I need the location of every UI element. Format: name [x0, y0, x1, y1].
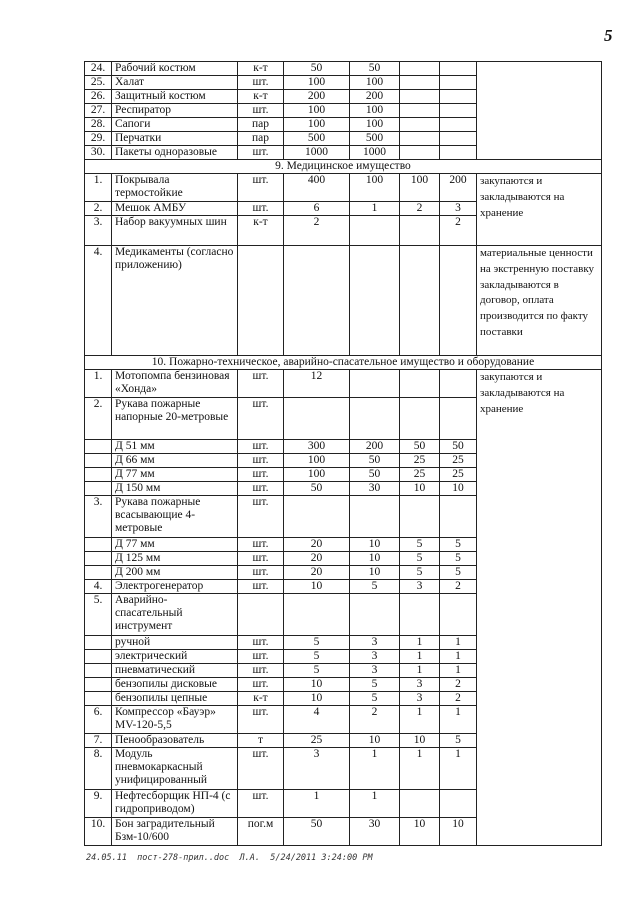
item-qty-q1: 50 [284, 818, 350, 846]
item-qty-q3 [400, 104, 440, 118]
item-qty-q1: 500 [284, 132, 350, 146]
item-number [85, 664, 112, 678]
item-qty-q3: 5 [400, 538, 440, 552]
item-number: 26. [85, 90, 112, 104]
item-number: 1. [85, 370, 112, 398]
item-number [85, 538, 112, 552]
item-name: Д 77 мм [112, 468, 238, 482]
item-name: пневматический [112, 664, 238, 678]
item-unit: шт. [238, 538, 284, 552]
item-qty-q3 [400, 146, 440, 160]
item-unit: шт. [238, 790, 284, 818]
item-qty-q1: 100 [284, 118, 350, 132]
note-storage: закупаются и закладываются на хранение [477, 174, 602, 246]
section-10-title: 10. Пожарно-техническое, аварийно-спасательное имущество и оборудование [85, 356, 602, 370]
item-unit: пар [238, 118, 284, 132]
item-qty-q1: 10 [284, 580, 350, 594]
item-unit: шт. [238, 202, 284, 216]
item-qty-q4 [440, 370, 477, 398]
item-qty-q3: 10 [400, 818, 440, 846]
note-empty [477, 62, 602, 160]
item-qty-q2: 3 [350, 664, 400, 678]
item-qty-q3: 1 [400, 636, 440, 650]
inventory-table [84, 61, 602, 846]
table-row [85, 174, 602, 202]
item-qty-q2 [350, 216, 400, 246]
item-qty-q3: 1 [400, 650, 440, 664]
item-qty-q2: 3 [350, 636, 400, 650]
item-qty-q2: 3 [350, 650, 400, 664]
item-qty-q3 [400, 790, 440, 818]
item-name: Рабочий костюм [112, 62, 238, 76]
item-qty-q3: 5 [400, 552, 440, 566]
item-qty-q2 [350, 246, 400, 356]
item-qty-q4: 25 [440, 468, 477, 482]
item-qty-q4: 1 [440, 636, 477, 650]
item-qty-q4: 2 [440, 692, 477, 706]
item-name: Пенообразователь [112, 734, 238, 748]
item-qty-q3 [400, 216, 440, 246]
item-qty-q2: 2 [350, 706, 400, 734]
item-qty-q1 [284, 594, 350, 636]
item-qty-q4 [440, 62, 477, 76]
item-name: Защитный костюм [112, 90, 238, 104]
item-name: Компрессор «Бауэр» MV-120-5,5 [112, 706, 238, 734]
item-qty-q4 [440, 398, 477, 440]
item-unit: шт. [238, 706, 284, 734]
item-qty-q3: 5 [400, 566, 440, 580]
item-name: электрический [112, 650, 238, 664]
item-qty-q3 [400, 90, 440, 104]
item-unit: шт. [238, 146, 284, 160]
item-qty-q2: 200 [350, 440, 400, 454]
item-unit: шт. [238, 636, 284, 650]
item-qty-q3: 1 [400, 748, 440, 790]
item-qty-q4 [440, 104, 477, 118]
item-qty-q2: 1 [350, 202, 400, 216]
item-number [85, 440, 112, 454]
item-name: Д 51 мм [112, 440, 238, 454]
item-qty-q3: 50 [400, 440, 440, 454]
item-unit [238, 594, 284, 636]
item-qty-q3: 1 [400, 664, 440, 678]
item-name: Рукава пожарные всасывающие 4-метровые [112, 496, 238, 538]
item-name: Перчатки [112, 132, 238, 146]
item-unit: к-т [238, 62, 284, 76]
item-qty-q1: 100 [284, 468, 350, 482]
item-qty-q2: 50 [350, 454, 400, 468]
item-qty-q2: 1 [350, 748, 400, 790]
item-number [85, 454, 112, 468]
item-unit: шт. [238, 454, 284, 468]
item-qty-q3 [400, 370, 440, 398]
item-number [85, 650, 112, 664]
item-number: 8. [85, 748, 112, 790]
item-qty-q1: 10 [284, 692, 350, 706]
item-name: Бон заградительный Бзм-10/600 [112, 818, 238, 846]
item-qty-q1: 20 [284, 566, 350, 580]
item-number: 27. [85, 104, 112, 118]
item-unit: шт. [238, 748, 284, 790]
item-qty-q1: 20 [284, 552, 350, 566]
item-qty-q1 [284, 496, 350, 538]
item-unit: шт. [238, 580, 284, 594]
item-qty-q4: 5 [440, 566, 477, 580]
item-qty-q4: 50 [440, 440, 477, 454]
item-qty-q2: 500 [350, 132, 400, 146]
item-unit: шт. [238, 440, 284, 454]
item-number: 5. [85, 594, 112, 636]
item-number [85, 566, 112, 580]
item-number: 3. [85, 496, 112, 538]
item-qty-q4: 10 [440, 482, 477, 496]
item-qty-q4 [440, 118, 477, 132]
item-name: Покрывала термостойкие [112, 174, 238, 202]
item-qty-q2: 30 [350, 818, 400, 846]
item-qty-q3: 100 [400, 174, 440, 202]
item-qty-q4 [440, 246, 477, 356]
item-qty-q1: 300 [284, 440, 350, 454]
item-qty-q3: 10 [400, 482, 440, 496]
item-name: ручной [112, 636, 238, 650]
item-qty-q1: 6 [284, 202, 350, 216]
item-unit: пар [238, 132, 284, 146]
item-qty-q3 [400, 76, 440, 90]
item-unit: шт. [238, 104, 284, 118]
item-qty-q1: 50 [284, 482, 350, 496]
item-number: 24. [85, 62, 112, 76]
table-row [85, 160, 602, 174]
item-qty-q4: 1 [440, 664, 477, 678]
item-qty-q4: 1 [440, 650, 477, 664]
item-name: Д 125 мм [112, 552, 238, 566]
item-unit: шт. [238, 566, 284, 580]
item-qty-q4: 3 [440, 202, 477, 216]
item-number: 30. [85, 146, 112, 160]
section-9-title: 9. Медицинское имущество [85, 160, 602, 174]
item-qty-q2: 10 [350, 734, 400, 748]
item-qty-q1 [284, 398, 350, 440]
item-qty-q1: 12 [284, 370, 350, 398]
item-number: 7. [85, 734, 112, 748]
item-qty-q2: 50 [350, 468, 400, 482]
item-qty-q4 [440, 132, 477, 146]
item-unit: шт. [238, 678, 284, 692]
item-qty-q2: 10 [350, 566, 400, 580]
item-qty-q2: 10 [350, 552, 400, 566]
item-name: Д 200 мм [112, 566, 238, 580]
item-unit: к-т [238, 90, 284, 104]
item-name: Электрогенератор [112, 580, 238, 594]
item-qty-q2: 200 [350, 90, 400, 104]
item-qty-q4 [440, 146, 477, 160]
item-qty-q3: 2 [400, 202, 440, 216]
item-number: 6. [85, 706, 112, 734]
item-qty-q2 [350, 398, 400, 440]
item-name: Халат [112, 76, 238, 90]
item-name: Мотопомпа бензиновая «Хонда» [112, 370, 238, 398]
item-number: 3. [85, 216, 112, 246]
item-qty-q3 [400, 118, 440, 132]
item-qty-q4 [440, 594, 477, 636]
table-row [85, 246, 602, 356]
item-name: Д 77 мм [112, 538, 238, 552]
item-qty-q1: 5 [284, 664, 350, 678]
item-name: Аварийно-спасательный инструмент [112, 594, 238, 636]
item-qty-q3: 10 [400, 734, 440, 748]
item-unit: к-т [238, 216, 284, 246]
item-qty-q2: 100 [350, 118, 400, 132]
item-number: 29. [85, 132, 112, 146]
item-qty-q1: 2 [284, 216, 350, 246]
item-qty-q1: 3 [284, 748, 350, 790]
item-qty-q4: 5 [440, 734, 477, 748]
item-unit: шт. [238, 496, 284, 538]
item-qty-q3: 3 [400, 692, 440, 706]
item-qty-q1 [284, 246, 350, 356]
item-qty-q2: 5 [350, 580, 400, 594]
table-row [85, 370, 602, 398]
item-name: Медикаменты (согласно приложению) [112, 246, 238, 356]
item-qty-q1: 4 [284, 706, 350, 734]
item-name: Рукава пожарные напорные 20-метровые [112, 398, 238, 440]
item-unit: к-т [238, 692, 284, 706]
item-qty-q1: 100 [284, 76, 350, 90]
item-unit: шт. [238, 76, 284, 90]
item-qty-q4: 2 [440, 580, 477, 594]
item-qty-q4: 25 [440, 454, 477, 468]
item-unit: шт. [238, 650, 284, 664]
item-unit: шт. [238, 398, 284, 440]
item-unit: шт. [238, 552, 284, 566]
table-row [85, 356, 602, 370]
item-qty-q4 [440, 790, 477, 818]
item-qty-q2: 10 [350, 538, 400, 552]
item-qty-q1: 50 [284, 62, 350, 76]
item-number [85, 636, 112, 650]
item-qty-q3: 3 [400, 678, 440, 692]
item-number [85, 468, 112, 482]
item-name: Респиратор [112, 104, 238, 118]
item-number: 28. [85, 118, 112, 132]
item-name: Мешок АМБУ [112, 202, 238, 216]
item-qty-q4: 5 [440, 538, 477, 552]
item-name: бензопилы цепные [112, 692, 238, 706]
item-qty-q2: 30 [350, 482, 400, 496]
item-number [85, 692, 112, 706]
item-qty-q4: 1 [440, 748, 477, 790]
item-qty-q2: 50 [350, 62, 400, 76]
item-number: 1. [85, 174, 112, 202]
item-name: Нефтесборщик НП-4 (с гидроприводом) [112, 790, 238, 818]
note-emergency-supply: материальные ценности на экстренную поставку закладываются в договор, оплата производится по факту поставки [477, 246, 602, 356]
item-qty-q2: 5 [350, 678, 400, 692]
item-number: 4. [85, 246, 112, 356]
item-name: бензопилы дисковые [112, 678, 238, 692]
item-qty-q4: 10 [440, 818, 477, 846]
item-unit: шт. [238, 468, 284, 482]
item-qty-q1: 25 [284, 734, 350, 748]
item-qty-q4: 2 [440, 678, 477, 692]
item-number: 2. [85, 398, 112, 440]
item-qty-q1: 5 [284, 650, 350, 664]
item-qty-q1: 5 [284, 636, 350, 650]
item-qty-q3: 25 [400, 454, 440, 468]
item-qty-q2 [350, 496, 400, 538]
item-qty-q1: 10 [284, 678, 350, 692]
item-qty-q2 [350, 370, 400, 398]
item-qty-q1: 20 [284, 538, 350, 552]
item-qty-q4 [440, 496, 477, 538]
item-qty-q1: 200 [284, 90, 350, 104]
table-row [85, 62, 602, 76]
item-unit: шт. [238, 370, 284, 398]
item-qty-q4 [440, 76, 477, 90]
item-qty-q1: 1000 [284, 146, 350, 160]
item-number [85, 482, 112, 496]
item-qty-q2: 100 [350, 76, 400, 90]
item-name: Сапоги [112, 118, 238, 132]
item-qty-q3: 3 [400, 580, 440, 594]
item-qty-q3 [400, 62, 440, 76]
item-qty-q2 [350, 594, 400, 636]
item-qty-q2: 1 [350, 790, 400, 818]
item-qty-q3 [400, 246, 440, 356]
page-number: 5 [604, 26, 613, 45]
item-unit: шт. [238, 664, 284, 678]
item-name: Пакеты одноразовые [112, 146, 238, 160]
item-name: Д 66 мм [112, 454, 238, 468]
item-qty-q1: 1 [284, 790, 350, 818]
item-qty-q3 [400, 496, 440, 538]
item-qty-q3 [400, 398, 440, 440]
item-name: Д 150 мм [112, 482, 238, 496]
item-number: 10. [85, 818, 112, 846]
item-qty-q2: 1000 [350, 146, 400, 160]
item-qty-q4: 200 [440, 174, 477, 202]
item-qty-q3 [400, 132, 440, 146]
item-number: 9. [85, 790, 112, 818]
item-unit: пог.м [238, 818, 284, 846]
item-qty-q4: 1 [440, 706, 477, 734]
item-qty-q2: 100 [350, 104, 400, 118]
item-number: 2. [85, 202, 112, 216]
item-qty-q3: 1 [400, 706, 440, 734]
item-name: Модуль пневмокаркасный унифицированный [112, 748, 238, 790]
item-unit: шт. [238, 482, 284, 496]
item-qty-q2: 5 [350, 692, 400, 706]
item-number [85, 678, 112, 692]
note-storage-10: закупаются и закладываются на хранение [477, 370, 602, 846]
item-qty-q4: 2 [440, 216, 477, 246]
item-number [85, 552, 112, 566]
item-qty-q4: 5 [440, 552, 477, 566]
item-number: 25. [85, 76, 112, 90]
item-qty-q2: 100 [350, 174, 400, 202]
item-unit [238, 246, 284, 356]
item-qty-q4 [440, 90, 477, 104]
item-qty-q3: 25 [400, 468, 440, 482]
item-qty-q1: 100 [284, 104, 350, 118]
item-qty-q3 [400, 594, 440, 636]
item-unit: т [238, 734, 284, 748]
document-footer: 24.05.11 пост-278-прил..doc Л.А. 5/24/2011 3:24:00 PM [86, 853, 373, 863]
item-name: Набор вакуумных шин [112, 216, 238, 246]
item-qty-q1: 400 [284, 174, 350, 202]
item-unit: шт. [238, 174, 284, 202]
item-number: 4. [85, 580, 112, 594]
item-qty-q1: 100 [284, 454, 350, 468]
